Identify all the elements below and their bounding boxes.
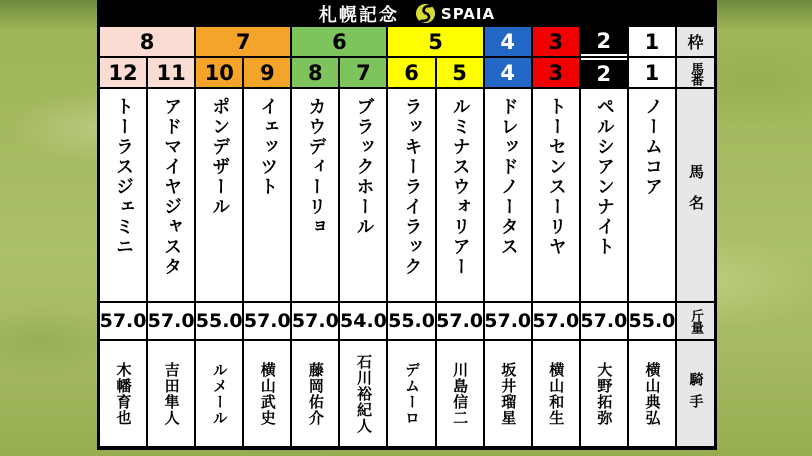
horse-number-cell: 3 <box>533 58 579 87</box>
waku-cell: 4 <box>485 27 531 56</box>
weight-cell: 55.0 <box>196 303 242 339</box>
weight-cell: 57.0 <box>533 303 579 339</box>
horse-name-cell: ドレッドノータス <box>485 89 531 301</box>
horse-number-cell: 6 <box>388 58 434 87</box>
waku-cell: 3 <box>533 27 579 56</box>
horse-name-cell: ポンデザール <box>196 89 242 301</box>
horse-number-cell: 7 <box>340 58 386 87</box>
horse-name-cell: ルミナスウォリアー <box>437 89 483 301</box>
jockey-cell: 坂井瑠星 <box>485 341 531 446</box>
weight-cell: 55.0 <box>388 303 434 339</box>
jockey-cell: 横山武史 <box>244 341 290 446</box>
jockey-cell: 藤岡佑介 <box>292 341 338 446</box>
weight-cell: 54.0 <box>340 303 386 339</box>
spaia-logo-icon <box>415 3 436 24</box>
horse-number-cell: 8 <box>292 58 338 87</box>
brand-name: SPAIA <box>440 4 496 23</box>
jockey-cell: デムーロ <box>388 341 434 446</box>
waku-cell: 6 <box>292 27 386 56</box>
waku-cell: 2 <box>581 27 627 56</box>
jockey-cell: 大野拓弥 <box>581 341 627 446</box>
weight-cell: 57.0 <box>437 303 483 339</box>
horse-number-cell: 1 <box>629 58 675 87</box>
kinryo-row-label: 斤量 <box>677 303 714 339</box>
jockey-cell: 川島信二 <box>437 341 483 446</box>
horse-number-cell: 4 <box>485 58 531 87</box>
horse-name-cell: ブラックホール <box>340 89 386 301</box>
horse-name-cell: トーセンスーリヤ <box>533 89 579 301</box>
waku-cell: 7 <box>196 27 290 56</box>
brand-lockup <box>415 3 495 24</box>
waku-cell: 1 <box>629 27 675 56</box>
waku-cell: 5 <box>388 27 482 56</box>
race-title: 札幌記念 <box>318 4 399 26</box>
horse-number-cell: 10 <box>196 58 242 87</box>
horse-number-cell: 2 <box>581 58 627 87</box>
jockey-cell: 石川裕紀人 <box>340 341 386 446</box>
weight-cell: 55.0 <box>629 303 675 339</box>
race-entry-table <box>97 0 717 450</box>
kishu-row-label: 騎手 <box>677 341 714 446</box>
horse-number-cell: 11 <box>148 58 194 87</box>
weight-cell: 57.0 <box>148 303 194 339</box>
jockey-cell: 横山典弘 <box>629 341 675 446</box>
horse-name-cell: ラッキーライラック <box>388 89 434 301</box>
horse-number-cell: 9 <box>244 58 290 87</box>
jockey-cell: 吉田隼人 <box>148 341 194 446</box>
umaban-row-label: 馬番 <box>677 58 714 87</box>
jockey-cell: 木幡育也 <box>100 341 146 446</box>
umamei-row-label: 馬名 <box>677 89 714 301</box>
weight-cell: 57.0 <box>244 303 290 339</box>
horse-name-cell: アドマイヤジャスタ <box>148 89 194 301</box>
weight-cell: 57.0 <box>100 303 146 339</box>
jockey-cell: 横山和生 <box>533 341 579 446</box>
table-header-bar <box>100 0 714 27</box>
horse-name-cell: トーラスジェミニ <box>100 89 146 301</box>
waku-row-label: 枠 <box>677 27 714 56</box>
horse-number-cell: 5 <box>437 58 483 87</box>
horse-name-cell: イェッツト <box>244 89 290 301</box>
horse-name-cell: ペルシアンナイト <box>581 89 627 301</box>
weight-cell: 57.0 <box>292 303 338 339</box>
entry-grid <box>100 27 714 446</box>
waku-cell: 8 <box>100 27 194 56</box>
horse-number-cell: 12 <box>100 58 146 87</box>
horse-name-cell: ノームコア <box>629 89 675 301</box>
jockey-cell: ルメール <box>196 341 242 446</box>
weight-cell: 57.0 <box>581 303 627 339</box>
weight-cell: 57.0 <box>485 303 531 339</box>
horse-name-cell: カウディーリョ <box>292 89 338 301</box>
